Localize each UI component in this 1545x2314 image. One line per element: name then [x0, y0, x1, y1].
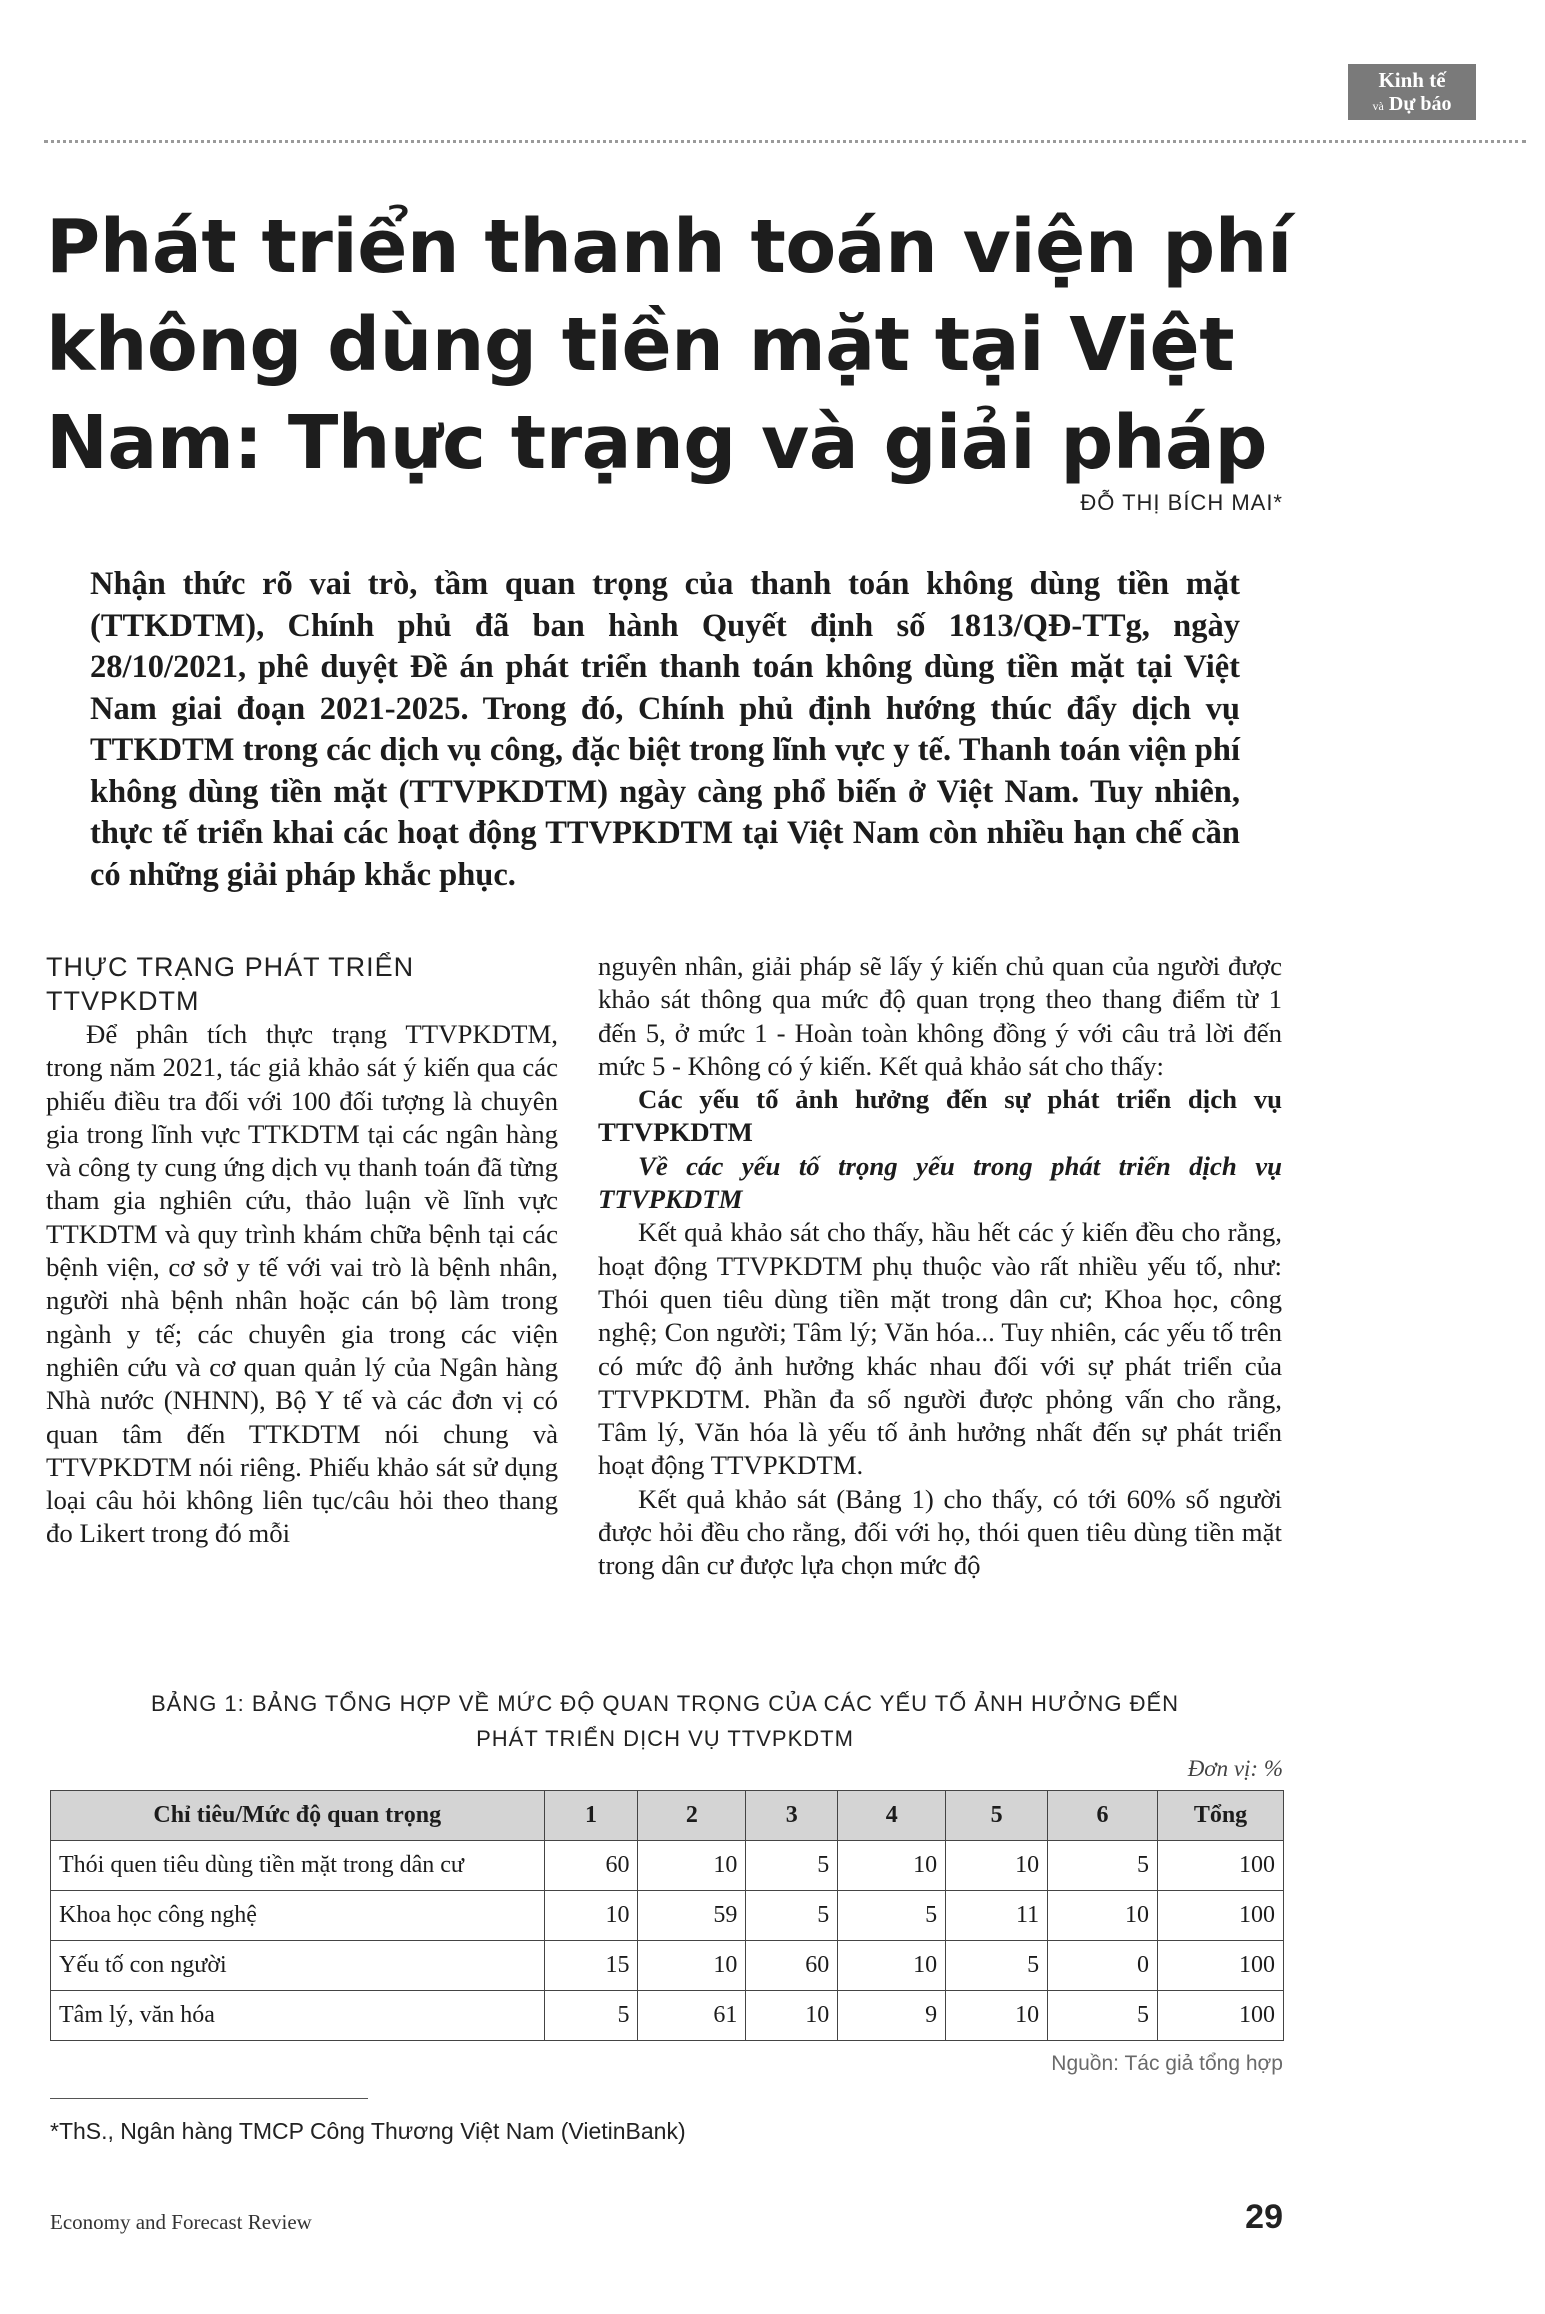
table-title-line1: BẢNG 1: BẢNG TỔNG HỢP VỀ MỨC ĐỘ QUAN TRỌNG CỦA CÁC YẾU TỐ ẢNH HƯỞNG ĐẾN	[150, 1691, 1180, 1716]
article-title: Phát triển thanh toán viện phí không dùng tiền mặt tại Việt Nam: Thực trạng và giải pháp	[46, 204, 1292, 486]
logo-small: và	[1372, 99, 1384, 113]
table-row	[51, 1991, 1284, 2041]
table-cell: 10	[638, 1841, 746, 1891]
table-cell: 15	[544, 1941, 638, 1991]
table-header-cell: 1	[544, 1791, 638, 1841]
table-cell: 60	[544, 1841, 638, 1891]
table-cell: 5	[838, 1891, 946, 1941]
subheading-bold: Các yếu tố ảnh hưởng đến sự phát triển dịch vụ TTVPKDTM	[598, 1084, 1282, 1148]
table-cell: 5	[544, 1991, 638, 2041]
table-header-cell: Tổng	[1158, 1791, 1284, 1841]
table-title-line2: PHÁT TRIỂN DỊCH VỤ TTVPKDTM	[476, 1726, 854, 1751]
table-cell: 9	[838, 1991, 946, 2041]
table-cell: 10	[544, 1891, 638, 1941]
table-cell: 10	[838, 1841, 946, 1891]
table-header-cell: 6	[1048, 1791, 1158, 1841]
table-cell: Khoa học công nghệ	[51, 1891, 545, 1941]
table-cell: 11	[946, 1891, 1048, 1941]
table-header-cell: 5	[946, 1791, 1048, 1841]
right-column	[598, 950, 1282, 1583]
table-cell: 100	[1158, 1891, 1284, 1941]
table-cell: Yếu tố con người	[51, 1941, 545, 1991]
paragraph-4: Kết quả khảo sát (Bảng 1) cho thấy, có tới 60% số người được hỏi đều cho rằng, đối với họ, thói quen tiêu dùng tiền mặt trong dân cư được lựa chọn mức độ	[598, 1483, 1282, 1581]
table-cell: 59	[638, 1891, 746, 1941]
table-cell: 100	[1158, 1991, 1284, 2041]
logo-line1: Kinh tế	[1378, 68, 1446, 92]
section-heading: THỰC TRẠNG PHÁT TRIỂN TTVPKDTM	[46, 952, 415, 1016]
table-row	[51, 1841, 1284, 1891]
table-row	[51, 1891, 1284, 1941]
journal-logo	[1348, 64, 1476, 120]
table-source: Nguồn: Tác giả tổng hợp	[1051, 2052, 1283, 2075]
table-header-cell: 4	[838, 1791, 946, 1841]
table-unit: Đơn vị: %	[1187, 1756, 1283, 1781]
table-row	[51, 1941, 1284, 1991]
footer-journal-name: Economy and Forecast Review	[50, 2210, 312, 2234]
table-cell: 5	[746, 1841, 838, 1891]
paragraph-1: Để phân tích thực trạng TTVPKDTM, trong năm 2021, tác giả khảo sát ý kiến qua các phiếu điều tra đối với 100 đối tượng là chuyên gia trong lĩnh vực TTKDTM tại các ngân hàng và công ty cung ứng dịch vụ thanh toán đã từng tham gia nghiên cứu, thảo luận về lĩnh vực TTKDTM và quy trình khám chữa bệnh tại các bệnh viện, cơ sở y tế với vai trò là bệnh nhân, người nhà bệnh nhân hoặc cán bộ làm trong ngành y tế; các chuyên gia trong các viện nghiên cứu và cơ quan quản lý của Ngân hàng Nhà nước (NHNN), Bộ Y tế và các đơn vị có quan tâm đến TTKDTM nói chung và TTVPKDTM nói riêng. Phiếu khảo sát sử dụng loại câu hỏi không liên tục/câu hỏi theo thang đo Likert trong đó mỗi	[46, 1019, 558, 1549]
table-cell: 10	[1048, 1891, 1158, 1941]
data-table	[50, 1790, 1284, 2041]
author-name: ĐỖ THỊ BÍCH MAI*	[1080, 490, 1283, 515]
table-cell: 100	[1158, 1841, 1284, 1891]
abstract: Nhận thức rõ vai trò, tầm quan trọng của thanh toán không dùng tiền mặt (TTKDTM), Chính phủ đã ban hành Quyết định số 1813/QĐ-TTg, ngày 28/10/2021, phê duyệt Đề án phát triển thanh toán không dùng tiền mặt tại Việt Nam giai đoạn 2021-2025. Trong đó, Chính phủ định hướng thúc đẩy dịch vụ TTKDTM trong các dịch vụ công, đặc biệt trong lĩnh vực y tế. Thanh toán viện phí không dùng tiền mặt (TTVPKDTM) ngày càng phổ biến ở Việt Nam. Tuy nhiên, thực tế triển khai các hoạt động TTVPKDTM tại Việt Nam còn nhiều hạn chế cần có những giải pháp khắc phục.	[90, 566, 1240, 893]
table-title	[130, 1686, 1200, 1756]
table-cell: 5	[1048, 1991, 1158, 2041]
table-cell: 10	[946, 1841, 1048, 1891]
left-column	[46, 950, 558, 1551]
subheading-italic: Về các yếu tố trọng yếu trong phát triển dịch vụ TTVPKDTM	[598, 1150, 1282, 1215]
table-cell: 10	[946, 1991, 1048, 2041]
table-cell: 10	[838, 1941, 946, 1991]
table-cell: 10	[638, 1941, 746, 1991]
table-header-cell: 2	[638, 1791, 746, 1841]
paragraph-2: nguyên nhân, giải pháp sẽ lấy ý kiến chủ quan của người được khảo sát thông qua mức độ quan trọng theo thang điểm từ 1 đến 5, ở mức 1 - Hoàn toàn không đồng ý với câu trả lời đến mức 5 - Không có ý kiến. Kết quả khảo sát cho thấy:	[598, 951, 1282, 1081]
page-number: 29	[1245, 2198, 1283, 2236]
table-cell: Thói quen tiêu dùng tiền mặt trong dân cư	[51, 1841, 545, 1891]
footnote: *ThS., Ngân hàng TMCP Công Thương Việt Nam (VietinBank)	[50, 2118, 686, 2144]
logo-line2-text: Dự báo	[1388, 93, 1452, 115]
table-header-row	[51, 1791, 1284, 1841]
footnote-divider	[50, 2098, 368, 2099]
logo-line2	[1348, 91, 1476, 114]
table-header-cell: 3	[746, 1791, 838, 1841]
table-header-cell: Chỉ tiêu/Mức độ quan trọng	[51, 1791, 545, 1841]
table-cell: 5	[746, 1891, 838, 1941]
table-cell: 5	[1048, 1841, 1158, 1891]
table-cell: 60	[746, 1941, 838, 1991]
table-cell: 10	[746, 1991, 838, 2041]
paragraph-3: Kết quả khảo sát cho thấy, hầu hết các ý kiến đều cho rằng, hoạt động TTVPKDTM phụ thuộc vào rất nhiều yếu tố, như: Thói quen tiêu dùng tiền mặt trong dân cư; Khoa học, công nghệ; Con người; Tâm lý; Văn hóa... Tuy nhiên, các yếu tố trên có mức độ ảnh hưởng khác nhau đối với sự phát triển của TTVPKDTM. Phần đa số người được phỏng vấn cho rằng, Tâm lý, Văn hóa là yếu tố ảnh hưởng nhất đến sự phát triển hoạt động TTVPKDTM.	[598, 1217, 1282, 1481]
table-cell: 61	[638, 1991, 746, 2041]
table-cell: 5	[946, 1941, 1048, 1991]
table-cell: 100	[1158, 1941, 1284, 1991]
header-divider	[44, 140, 1526, 143]
table-cell: Tâm lý, văn hóa	[51, 1991, 545, 2041]
table-cell: 0	[1048, 1941, 1158, 1991]
